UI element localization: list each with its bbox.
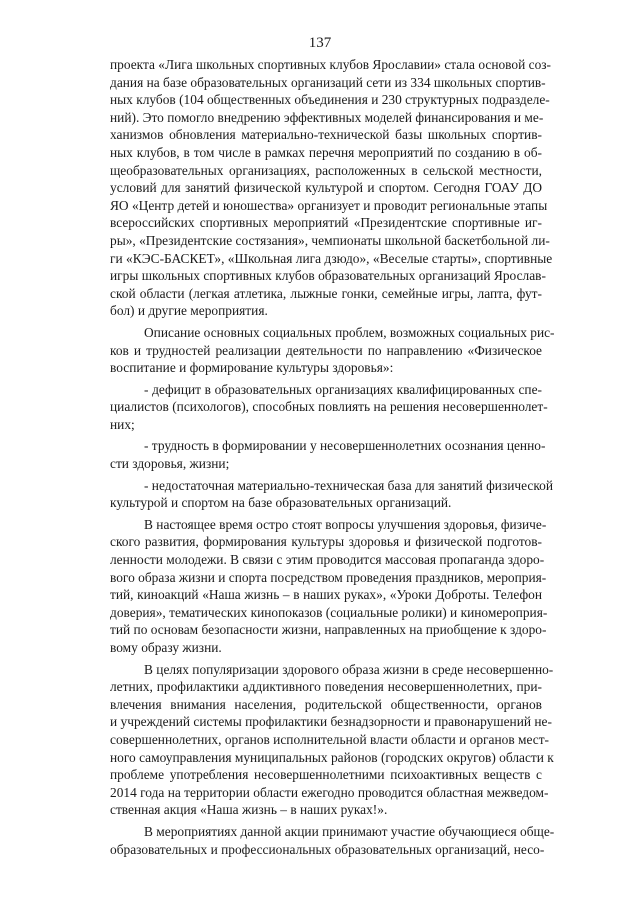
text-line: циалистов (психологов), способных повлиять на решения несовершеннолет- xyxy=(110,399,548,415)
text-line: В настоящее время остро стоят вопросы улучшения здоровья, физиче- xyxy=(144,516,547,532)
text-line: вого образа жизни и спорта посредством проведения праздников, мероприя- xyxy=(110,569,547,585)
text-line: игры школьных спортивных клубов образовательных организаций Ярослав- xyxy=(110,268,546,284)
text-line: - трудность в формировании у несовершеннолетних осознания ценно- xyxy=(144,438,546,454)
text-line: доверия», тематических кинопоказов (социальные ролики) и киномероприя- xyxy=(110,604,548,620)
text-line: тий по основам безопасности жизни, направленных на приобщение к здоро- xyxy=(110,622,547,638)
text-line: них; xyxy=(110,416,135,432)
text-line: щеобразовательных организациях, расположенных в сельской местности, xyxy=(110,162,542,178)
text-line: всероссийских спортивных мероприятий «Президентские спортивные иг- xyxy=(110,215,542,231)
text-line: летних, профилактики аддиктивного поведения несовершеннолетних, при- xyxy=(110,679,542,695)
paragraph xyxy=(110,477,554,512)
text-line: ского развития, формирования культуры здоровья и физической подготов- xyxy=(110,534,542,550)
text-line: ных клубов, в том числе в рамках перечня мероприятий по созданию в об- xyxy=(110,144,542,160)
text-line: - дефицит в образовательных организациях квалифицированных спе- xyxy=(144,381,542,397)
text-line: тий, киноакций «Наша жизнь – в наших руках», «Уроки Доброты. Телефон xyxy=(110,587,542,603)
text-line: ханизмов обновления материально-технической базы школьных спортив- xyxy=(110,127,542,143)
paragraph xyxy=(110,324,555,377)
text-line: ги «КЭС-БАСКЕТ», «Школьная лига дзюдо», «Веселые старты», спортивные xyxy=(110,250,553,266)
text-line: проблеме употребления несовершеннолетними психоактивных веществ с xyxy=(110,767,542,783)
paragraph xyxy=(110,56,553,320)
text-line: ственная акция «Наша жизнь – в наших руках!». xyxy=(110,802,388,818)
paragraph xyxy=(110,381,548,434)
paragraph xyxy=(110,661,554,819)
text-line: ний). Это помогло внедрению эффективных моделей финансирования и ме- xyxy=(110,109,544,125)
text-line: В целях популяризации здорового образа жизни в среде несовершенно- xyxy=(144,661,554,677)
text-line: сти здоровья, жизни; xyxy=(110,456,230,472)
page-number: 137 xyxy=(308,35,332,51)
text-line: условий для занятий физической культурой и спортом. Сегодня ГОАУ ДО xyxy=(110,180,542,196)
text-line: образовательных и профессиональных образовательных организаций, несо- xyxy=(110,841,545,857)
text-line: проекта «Лига школьных спортивных клубов Ярославии» стала основой соз- xyxy=(110,57,552,72)
text-line: ных клубов (104 общественных объединения и 230 структурных подразделе- xyxy=(110,92,550,108)
text-line: В мероприятиях данной акции принимают участие обучающиеся обще- xyxy=(144,823,555,839)
text-line: воспитание и формирование культуры здоровья»: xyxy=(110,360,394,376)
paragraph xyxy=(110,437,546,472)
text-line: Описание основных социальных проблем, возможных социальных рис- xyxy=(144,324,555,340)
text-line: ленности молодежи. В связи с этим проводится массовая пропаганда здоро- xyxy=(110,552,545,568)
text-line: ской области (легкая атлетика, лыжные гонки, семейные игры, лапта, фут- xyxy=(110,285,542,301)
text-line: культурой и спортом на базе образовательных организаций. xyxy=(110,495,452,511)
text-line: влечения внимания населения, родительской общественности, органов xyxy=(110,696,542,712)
text-line: 2014 года на территории области ежегодно проводится областная межведом- xyxy=(110,784,549,800)
text-line: вому образу жизни. xyxy=(110,640,222,655)
text-line: ры», «Президентские состязания», чемпионаты школьной баскетбольной ли- xyxy=(110,232,550,248)
text-line: дания на базе образовательных организаций сети из 334 школьных спортив- xyxy=(110,74,546,90)
paragraph xyxy=(110,823,555,858)
text-line: бол) и другие мероприятия. xyxy=(110,303,268,319)
text-line: совершеннолетних, органов исполнительной власти области и органов мест- xyxy=(110,731,550,747)
paragraph xyxy=(110,516,548,657)
text-line: ного самоуправления муниципальных районов (городских округов) области к xyxy=(110,749,554,765)
text-line: ЯО «Центр детей и юношества» организует и проводит региональные этапы xyxy=(110,197,548,213)
document-body xyxy=(110,56,555,858)
text-line: и учреждений системы профилактики безнадзорности и правонарушений не- xyxy=(110,714,552,730)
text-line: - недостаточная материально-техническая база для занятий физической xyxy=(144,477,554,493)
text-line: ков и трудностей реализации деятельности по направлению «Физическое xyxy=(110,342,542,358)
